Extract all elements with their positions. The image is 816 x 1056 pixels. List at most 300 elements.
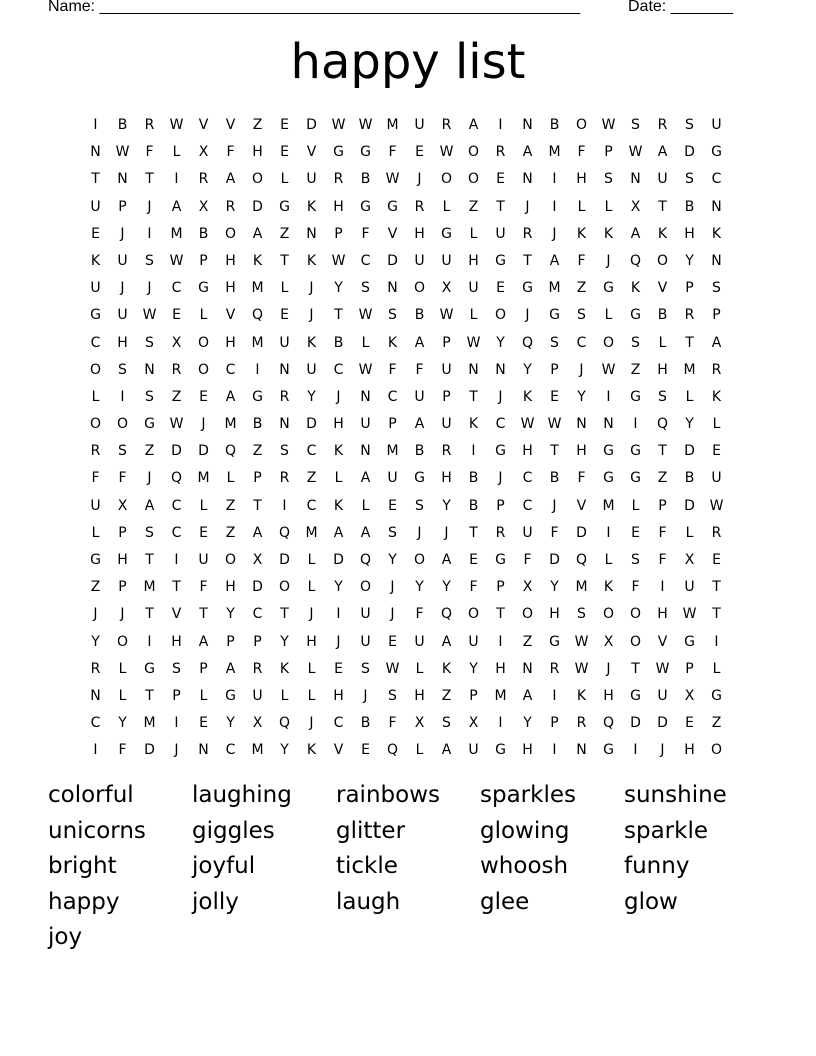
grid-letter[interactable]: K	[711, 225, 722, 242]
grid-letter[interactable]: K	[306, 334, 317, 351]
grid-letter[interactable]: K	[603, 579, 614, 596]
grid-letter[interactable]: F	[658, 552, 667, 568]
grid-letter[interactable]: A	[441, 742, 452, 759]
grid-letter[interactable]: Y	[226, 606, 235, 623]
grid-letter[interactable]: A	[252, 225, 263, 242]
grid-letter[interactable]: F	[388, 715, 397, 732]
grid-letter[interactable]: I	[93, 117, 98, 133]
grid-letter[interactable]: A	[630, 225, 641, 242]
grid-letter[interactable]: Z	[144, 443, 155, 460]
grid-letter[interactable]: I	[552, 171, 557, 188]
grid-letter[interactable]: J	[93, 606, 98, 623]
grid-letter[interactable]: Y	[415, 579, 424, 596]
grid-letter[interactable]: T	[496, 198, 505, 215]
grid-letter[interactable]: F	[577, 144, 586, 161]
grid-letter[interactable]: O	[197, 361, 210, 378]
grid-letter[interactable]: N	[144, 361, 155, 378]
grid-letter[interactable]: E	[280, 144, 289, 161]
grid-letter[interactable]: O	[89, 361, 102, 378]
grid-letter[interactable]: G	[711, 687, 722, 704]
grid-letter[interactable]: I	[498, 117, 503, 133]
grid-letter[interactable]: J	[147, 198, 152, 215]
grid-letter[interactable]: F	[118, 742, 127, 759]
grid-letter[interactable]: P	[253, 633, 262, 650]
grid-letter[interactable]: Y	[685, 416, 694, 433]
grid-letter[interactable]: L	[199, 307, 208, 324]
grid-letter[interactable]: S	[361, 660, 370, 677]
grid-letter[interactable]: L	[118, 660, 127, 677]
grid-letter[interactable]: D	[387, 252, 398, 269]
grid-letter[interactable]: Q	[521, 334, 534, 351]
grid-letter[interactable]: Z	[90, 579, 101, 596]
grid-letter[interactable]: W	[574, 660, 589, 677]
grid-letter[interactable]: O	[575, 117, 588, 133]
grid-letter[interactable]: R	[657, 117, 668, 133]
grid-letter[interactable]: L	[415, 742, 424, 759]
grid-letter[interactable]: Q	[656, 416, 669, 433]
grid-letter[interactable]: B	[684, 470, 695, 487]
grid-letter[interactable]: E	[172, 307, 181, 324]
grid-letter[interactable]: O	[710, 742, 723, 759]
grid-letter[interactable]: V	[576, 497, 587, 514]
grid-letter[interactable]: K	[252, 252, 263, 269]
grid-letter[interactable]: U	[117, 252, 128, 269]
grid-letter[interactable]: D	[306, 117, 317, 133]
grid-letter[interactable]: R	[576, 715, 587, 732]
grid-letter[interactable]: Z	[252, 117, 263, 133]
grid-letter[interactable]: E	[415, 144, 424, 161]
grid-letter[interactable]: S	[577, 606, 586, 623]
grid-letter[interactable]: C	[225, 742, 236, 759]
grid-letter[interactable]: O	[413, 280, 426, 297]
grid-letter[interactable]: M	[386, 117, 399, 133]
grid-letter[interactable]: I	[336, 606, 341, 623]
grid-letter[interactable]: F	[631, 579, 640, 596]
grid-letter[interactable]: C	[387, 388, 398, 405]
grid-letter[interactable]: B	[360, 171, 371, 188]
grid-letter[interactable]: K	[657, 225, 668, 242]
grid-letter[interactable]: J	[579, 361, 584, 378]
grid-letter[interactable]: R	[333, 171, 344, 188]
grid-letter[interactable]: T	[172, 579, 181, 596]
grid-letter[interactable]: T	[253, 497, 262, 514]
grid-letter[interactable]: D	[144, 742, 155, 759]
grid-letter[interactable]: H	[333, 198, 344, 215]
grid-letter[interactable]: N	[495, 361, 506, 378]
grid-letter[interactable]: G	[198, 280, 209, 297]
grid-letter[interactable]: Y	[334, 280, 343, 297]
grid-letter[interactable]: A	[360, 524, 371, 541]
grid-letter[interactable]: E	[334, 660, 343, 677]
grid-letter[interactable]: L	[469, 225, 478, 242]
grid-letter[interactable]: G	[603, 470, 614, 487]
grid-letter[interactable]: P	[199, 660, 208, 677]
grid-letter[interactable]: P	[496, 579, 505, 596]
grid-letter[interactable]: A	[414, 334, 425, 351]
grid-letter[interactable]: Q	[440, 606, 453, 623]
grid-letter[interactable]: W	[385, 171, 400, 188]
grid-letter[interactable]: E	[550, 388, 559, 405]
grid-letter[interactable]: U	[711, 117, 722, 133]
grid-letter[interactable]: U	[360, 606, 371, 623]
grid-letter[interactable]: P	[253, 470, 262, 487]
grid-letter[interactable]: L	[307, 579, 316, 596]
grid-letter[interactable]: G	[603, 443, 614, 460]
grid-letter[interactable]: K	[306, 252, 317, 269]
grid-letter[interactable]: O	[629, 633, 642, 650]
grid-letter[interactable]: P	[199, 252, 208, 269]
grid-letter[interactable]: W	[574, 633, 589, 650]
grid-letter[interactable]: A	[657, 144, 668, 161]
grid-letter[interactable]: W	[358, 361, 373, 378]
grid-letter[interactable]: O	[89, 416, 102, 433]
grid-letter[interactable]: G	[522, 280, 533, 297]
grid-letter[interactable]: L	[604, 198, 613, 215]
grid-letter[interactable]: S	[415, 497, 424, 514]
grid-letter[interactable]: R	[414, 198, 425, 215]
grid-letter[interactable]: R	[90, 660, 101, 677]
grid-letter[interactable]: H	[117, 334, 128, 351]
grid-letter[interactable]: J	[417, 171, 422, 188]
grid-letter[interactable]: S	[118, 443, 127, 460]
grid-letter[interactable]: I	[633, 416, 638, 433]
grid-letter[interactable]: R	[225, 198, 236, 215]
grid-letter[interactable]: J	[525, 307, 530, 324]
grid-letter[interactable]: G	[279, 198, 290, 215]
grid-letter[interactable]: C	[90, 334, 101, 351]
grid-letter[interactable]: H	[225, 579, 236, 596]
grid-letter[interactable]: E	[496, 280, 505, 297]
grid-letter[interactable]: C	[495, 416, 506, 433]
grid-letter[interactable]: Z	[252, 443, 263, 460]
grid-letter[interactable]: I	[714, 633, 719, 650]
grid-letter[interactable]: I	[552, 198, 557, 215]
grid-letter[interactable]: M	[251, 280, 264, 297]
grid-letter[interactable]: W	[601, 361, 616, 378]
grid-letter[interactable]: W	[628, 144, 643, 161]
grid-letter[interactable]: Z	[279, 225, 290, 242]
grid-letter[interactable]: T	[199, 606, 208, 623]
grid-letter[interactable]: Q	[386, 742, 399, 759]
grid-letter[interactable]: J	[309, 715, 314, 732]
grid-letter[interactable]: G	[144, 416, 155, 433]
grid-letter[interactable]: B	[198, 225, 209, 242]
grid-letter[interactable]: M	[305, 524, 318, 541]
grid-letter[interactable]: R	[252, 660, 263, 677]
grid-letter[interactable]: N	[711, 252, 722, 269]
grid-letter[interactable]: B	[117, 117, 128, 133]
grid-letter[interactable]: D	[684, 443, 695, 460]
grid-letter[interactable]: I	[633, 742, 638, 759]
grid-letter[interactable]: B	[360, 715, 371, 732]
grid-letter[interactable]: F	[415, 606, 424, 623]
grid-letter[interactable]: U	[90, 497, 101, 514]
grid-letter[interactable]: O	[656, 252, 669, 269]
grid-letter[interactable]: R	[549, 660, 560, 677]
grid-letter[interactable]: T	[658, 198, 667, 215]
grid-letter[interactable]: F	[388, 361, 397, 378]
grid-letter[interactable]: K	[387, 334, 398, 351]
grid-letter[interactable]: R	[90, 443, 101, 460]
grid-letter[interactable]: W	[709, 497, 724, 514]
grid-letter[interactable]: L	[442, 198, 451, 215]
grid-letter[interactable]: U	[441, 416, 452, 433]
grid-letter[interactable]: L	[199, 497, 208, 514]
grid-letter[interactable]: Y	[226, 715, 235, 732]
grid-letter[interactable]: B	[549, 117, 560, 133]
grid-letter[interactable]: Y	[442, 497, 451, 514]
grid-letter[interactable]: E	[496, 171, 505, 188]
grid-letter[interactable]: L	[280, 280, 289, 297]
grid-letter[interactable]: Y	[91, 633, 100, 650]
grid-letter[interactable]: H	[576, 171, 587, 188]
grid-letter[interactable]: F	[577, 470, 586, 487]
grid-letter[interactable]: X	[117, 497, 128, 514]
grid-letter[interactable]: X	[414, 715, 425, 732]
grid-letter[interactable]: S	[712, 280, 721, 297]
grid-letter[interactable]: M	[197, 470, 210, 487]
grid-letter[interactable]: A	[441, 633, 452, 650]
grid-letter[interactable]: S	[685, 171, 694, 188]
grid-letter[interactable]: L	[469, 307, 478, 324]
grid-letter[interactable]: S	[145, 388, 154, 405]
grid-letter[interactable]: O	[467, 606, 480, 623]
grid-letter[interactable]: D	[684, 497, 695, 514]
grid-letter[interactable]: J	[147, 470, 152, 487]
grid-letter[interactable]: L	[415, 660, 424, 677]
grid-letter[interactable]: Q	[224, 443, 237, 460]
grid-letter[interactable]: W	[331, 252, 346, 269]
grid-letter[interactable]: U	[306, 171, 317, 188]
grid-letter[interactable]: C	[225, 361, 236, 378]
grid-letter[interactable]: Y	[280, 633, 289, 650]
grid-letter[interactable]: V	[657, 280, 668, 297]
grid-letter[interactable]: I	[174, 715, 179, 732]
grid-letter[interactable]: T	[469, 524, 478, 541]
grid-letter[interactable]: T	[685, 334, 694, 351]
grid-letter[interactable]: Z	[225, 524, 236, 541]
grid-letter[interactable]: I	[93, 742, 98, 759]
grid-letter[interactable]: Y	[442, 579, 451, 596]
grid-letter[interactable]: R	[522, 225, 533, 242]
grid-letter[interactable]: X	[684, 552, 695, 568]
grid-letter[interactable]: P	[712, 307, 721, 324]
grid-letter[interactable]: Y	[280, 742, 289, 759]
grid-letter[interactable]: E	[712, 552, 721, 568]
name-field[interactable]	[48, 0, 580, 16]
grid-letter[interactable]: I	[498, 633, 503, 650]
grid-letter[interactable]: Q	[251, 307, 264, 324]
grid-letter[interactable]: U	[468, 280, 479, 297]
grid-letter[interactable]: H	[414, 687, 425, 704]
grid-letter[interactable]: R	[279, 388, 290, 405]
grid-letter[interactable]: Z	[225, 497, 236, 514]
grid-letter[interactable]: A	[468, 117, 479, 133]
grid-letter[interactable]: M	[251, 334, 264, 351]
grid-letter[interactable]: L	[685, 524, 694, 541]
grid-letter[interactable]: E	[388, 633, 397, 650]
grid-letter[interactable]: F	[577, 252, 586, 269]
grid-letter[interactable]: J	[498, 470, 503, 487]
grid-letter[interactable]: D	[306, 416, 317, 433]
grid-letter[interactable]: L	[658, 334, 667, 351]
grid-letter[interactable]: K	[441, 660, 452, 677]
grid-letter[interactable]: E	[199, 715, 208, 732]
grid-letter[interactable]: C	[333, 715, 344, 732]
grid-letter[interactable]: E	[199, 524, 208, 541]
grid-letter[interactable]: W	[439, 307, 454, 324]
grid-letter[interactable]: J	[336, 388, 341, 405]
grid-letter[interactable]: Y	[388, 552, 397, 568]
grid-letter[interactable]: L	[307, 552, 316, 568]
grid-letter[interactable]: X	[171, 334, 182, 351]
grid-letter[interactable]: F	[658, 524, 667, 541]
grid-letter[interactable]: W	[331, 117, 346, 133]
grid-letter[interactable]: S	[388, 307, 397, 324]
grid-letter[interactable]: H	[522, 742, 533, 759]
grid-letter[interactable]: M	[548, 280, 561, 297]
grid-letter[interactable]: W	[601, 117, 616, 133]
grid-letter[interactable]: J	[201, 416, 206, 433]
grid-letter[interactable]: S	[442, 715, 451, 732]
grid-letter[interactable]: J	[120, 280, 125, 297]
grid-letter[interactable]: Q	[602, 715, 615, 732]
grid-letter[interactable]: G	[252, 388, 263, 405]
grid-letter[interactable]: U	[495, 225, 506, 242]
grid-letter[interactable]: K	[630, 280, 641, 297]
grid-letter[interactable]: K	[306, 198, 317, 215]
grid-letter[interactable]: D	[198, 443, 209, 460]
grid-letter[interactable]: M	[602, 497, 615, 514]
grid-letter[interactable]: R	[495, 524, 506, 541]
grid-letter[interactable]: N	[90, 687, 101, 704]
grid-letter[interactable]: J	[147, 280, 152, 297]
grid-letter[interactable]: O	[440, 171, 453, 188]
grid-letter[interactable]: P	[550, 715, 559, 732]
grid-letter[interactable]: M	[143, 715, 156, 732]
grid-letter[interactable]: L	[604, 307, 613, 324]
grid-letter[interactable]: U	[657, 171, 668, 188]
grid-letter[interactable]: L	[226, 470, 235, 487]
grid-letter[interactable]: K	[576, 225, 587, 242]
grid-letter[interactable]: C	[90, 715, 101, 732]
grid-letter[interactable]: M	[251, 742, 264, 759]
grid-letter[interactable]: C	[522, 497, 533, 514]
grid-letter[interactable]: U	[198, 552, 209, 568]
grid-letter[interactable]: O	[278, 579, 291, 596]
grid-letter[interactable]: N	[711, 198, 722, 215]
grid-letter[interactable]: I	[147, 225, 152, 242]
grid-letter[interactable]: I	[174, 171, 179, 188]
grid-letter[interactable]: N	[117, 171, 128, 188]
grid-letter[interactable]: B	[333, 334, 344, 351]
grid-letter[interactable]: G	[630, 388, 641, 405]
grid-letter[interactable]: M	[386, 443, 399, 460]
grid-letter[interactable]: R	[441, 117, 452, 133]
grid-letter[interactable]: L	[199, 687, 208, 704]
grid-letter[interactable]: F	[118, 470, 127, 487]
grid-letter[interactable]: Z	[576, 280, 587, 297]
grid-letter[interactable]: Y	[334, 579, 343, 596]
grid-letter[interactable]: W	[520, 416, 535, 433]
grid-letter[interactable]: G	[630, 307, 641, 324]
grid-letter[interactable]: T	[280, 252, 289, 269]
grid-letter[interactable]: N	[306, 225, 317, 242]
grid-letter[interactable]: K	[711, 388, 722, 405]
grid-letter[interactable]: J	[309, 307, 314, 324]
grid-letter[interactable]: D	[252, 579, 263, 596]
grid-letter[interactable]: Z	[468, 198, 479, 215]
grid-letter[interactable]: P	[469, 687, 478, 704]
grid-letter[interactable]: D	[630, 715, 641, 732]
grid-letter[interactable]: O	[359, 579, 372, 596]
grid-letter[interactable]: J	[660, 742, 665, 759]
grid-letter[interactable]: R	[711, 361, 722, 378]
grid-letter[interactable]: D	[333, 552, 344, 568]
grid-letter[interactable]: U	[414, 388, 425, 405]
grid-letter[interactable]: E	[280, 117, 289, 133]
grid-letter[interactable]: C	[360, 252, 371, 269]
grid-letter[interactable]: L	[361, 497, 370, 514]
grid-letter[interactable]: S	[145, 334, 154, 351]
grid-letter[interactable]: D	[549, 552, 560, 568]
grid-letter[interactable]: A	[252, 524, 263, 541]
grid-letter[interactable]: L	[91, 388, 100, 405]
grid-letter[interactable]: E	[280, 307, 289, 324]
grid-letter[interactable]: U	[657, 687, 668, 704]
grid-letter[interactable]: S	[631, 552, 640, 568]
grid-letter[interactable]: A	[522, 687, 533, 704]
grid-letter[interactable]: Q	[170, 470, 183, 487]
grid-letter[interactable]: I	[282, 497, 287, 514]
grid-letter[interactable]: I	[498, 715, 503, 732]
grid-letter[interactable]: M	[494, 687, 507, 704]
grid-letter[interactable]: S	[631, 334, 640, 351]
grid-letter[interactable]: H	[414, 225, 425, 242]
grid-letter[interactable]: X	[468, 715, 479, 732]
grid-letter[interactable]: S	[361, 280, 370, 297]
grid-letter[interactable]: B	[252, 416, 263, 433]
grid-letter[interactable]: Z	[306, 470, 317, 487]
grid-letter[interactable]: L	[604, 552, 613, 568]
grid-letter[interactable]: Y	[523, 715, 532, 732]
grid-letter[interactable]: A	[360, 470, 371, 487]
grid-letter[interactable]: A	[144, 497, 155, 514]
grid-letter[interactable]: I	[471, 443, 476, 460]
grid-letter[interactable]: G	[684, 633, 695, 650]
grid-letter[interactable]: I	[255, 361, 260, 378]
grid-letter[interactable]: M	[170, 225, 183, 242]
grid-letter[interactable]: B	[468, 497, 479, 514]
grid-letter[interactable]: O	[467, 144, 480, 161]
grid-letter[interactable]: N	[576, 416, 587, 433]
grid-letter[interactable]: S	[631, 117, 640, 133]
grid-letter[interactable]: O	[521, 606, 534, 623]
grid-letter[interactable]: A	[414, 416, 425, 433]
grid-letter[interactable]: X	[252, 552, 263, 568]
grid-letter[interactable]: O	[251, 171, 264, 188]
grid-letter[interactable]: B	[549, 470, 560, 487]
grid-letter[interactable]: G	[360, 144, 371, 161]
grid-letter[interactable]: P	[118, 198, 127, 215]
grid-letter[interactable]: G	[144, 660, 155, 677]
grid-letter[interactable]: S	[685, 117, 694, 133]
grid-letter[interactable]: G	[441, 225, 452, 242]
grid-letter[interactable]: N	[522, 660, 533, 677]
grid-letter[interactable]: U	[441, 361, 452, 378]
grid-letter[interactable]: L	[361, 334, 370, 351]
grid-letter[interactable]: Y	[469, 660, 478, 677]
